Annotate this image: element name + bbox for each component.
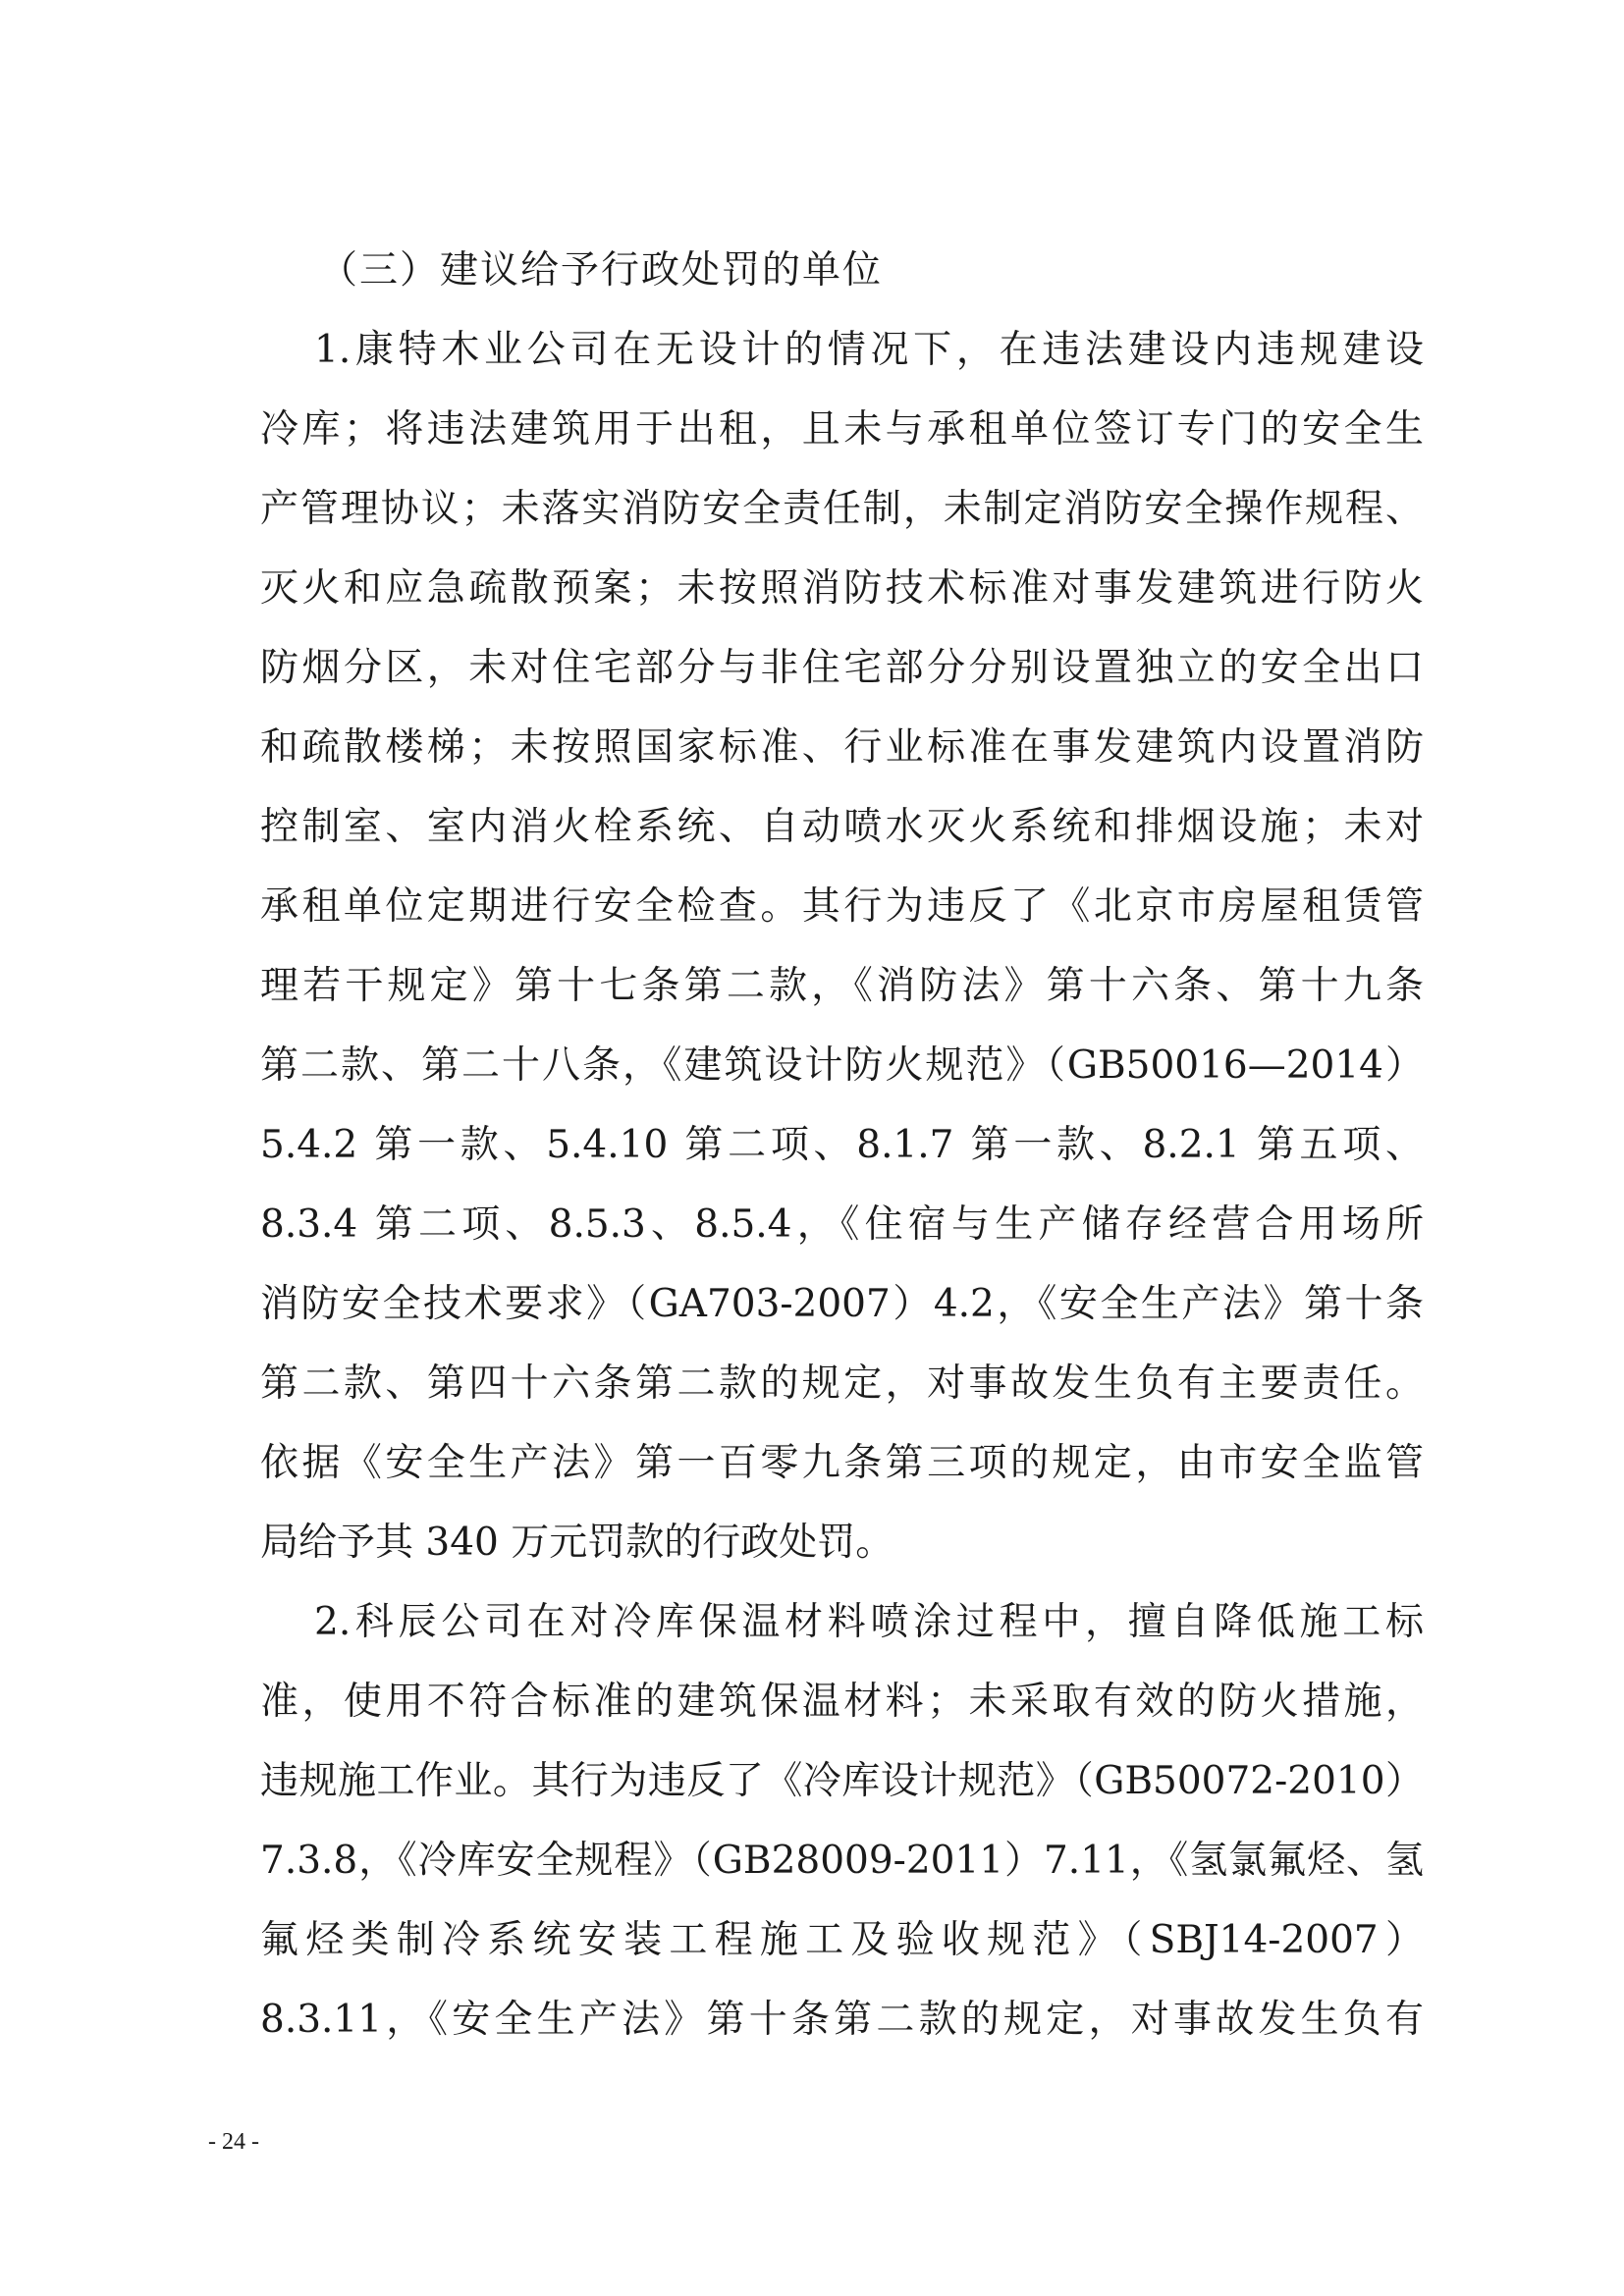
paragraph-line: 7.3.8，《冷库安全规程》（GB28009-2011）7.11，《氢氯氟烃、氢 xyxy=(260,1839,1424,1883)
paragraph-line: 8.3.4 第二项、8.5.3、8.5.4，《住宿与生产储存经营合用场所 xyxy=(260,1202,1424,1247)
paragraph-line: 8.3.11，《安全生产法》第十条第二款的规定，对事故发生负有 xyxy=(260,1998,1424,2042)
paragraph-line: 消防安全技术要求》（GA703-2007）4.2，《安全生产法》第十条 xyxy=(260,1282,1424,1326)
document-body xyxy=(260,231,1424,2059)
paragraph-line: 冷库；将违法建筑用于出租，且未与承租单位签订专门的安全生 xyxy=(260,407,1424,452)
paragraph-2 xyxy=(260,1582,1424,2059)
paragraph-line: 产管理协议；未落实消防安全责任制，未制定消防安全操作规程、 xyxy=(260,487,1424,531)
paragraph-line: 局给予其 340 万元罚款的行政处罚。 xyxy=(260,1521,894,1565)
paragraph-line: 依据《安全生产法》第一百零九条第三项的规定，由市安全监管 xyxy=(260,1441,1424,1485)
paragraph-line: 灭火和应急疏散预案；未按照消防技术标准对事发建筑进行防火 xyxy=(260,566,1424,611)
paragraph-line: 理若干规定》第十七条第二款，《消防法》第十六条、第十九条 xyxy=(260,964,1424,1008)
page-number: - 24 - xyxy=(208,2129,259,2155)
paragraph-line: 第二款、第二十八条，《建筑设计防火规范》（GB50016—2014） xyxy=(260,1043,1424,1088)
paragraph-line: 和疏散楼梯；未按照国家标准、行业标准在事发建筑内设置消防 xyxy=(260,725,1424,770)
section-heading: （三）建议给予行政处罚的单位 xyxy=(319,248,884,293)
paragraph-line: 第二款、第四十六条第二款的规定，对事故发生负有主要责任。 xyxy=(260,1362,1424,1406)
paragraph-line: 氟烃类制冷系统安装工程施工及验收规范》（SBJ14-2007） xyxy=(260,1918,1424,1962)
paragraph-line: 防烟分区，未对住宅部分与非住宅部分分别设置独立的安全出口 xyxy=(260,646,1424,690)
paragraph-line: 5.4.2 第一款、5.4.10 第二项、8.1.7 第一款、8.2.1 第五项、 xyxy=(260,1123,1424,1167)
paragraph-line: 违规施工作业。其行为违反了《冷库设计规范》（GB50072-2010） xyxy=(260,1759,1424,1803)
paragraph-line: 1.康特木业公司在无设计的情况下，在违法建设内违规建设 xyxy=(314,328,1424,372)
paragraph-line: 控制室、室内消火栓系统、自动喷水灭火系统和排烟设施；未对 xyxy=(260,805,1424,849)
paragraph-line: 2.科辰公司在对冷库保温材料喷涂过程中，擅自降低施工标 xyxy=(314,1600,1424,1644)
paragraph-1 xyxy=(260,310,1424,1582)
paragraph-line: 准，使用不符合标准的建筑保温材料；未采取有效的防火措施， xyxy=(260,1680,1424,1724)
paragraph-line: 承租单位定期进行安全检查。其行为违反了《北京市房屋租赁管 xyxy=(260,884,1424,929)
